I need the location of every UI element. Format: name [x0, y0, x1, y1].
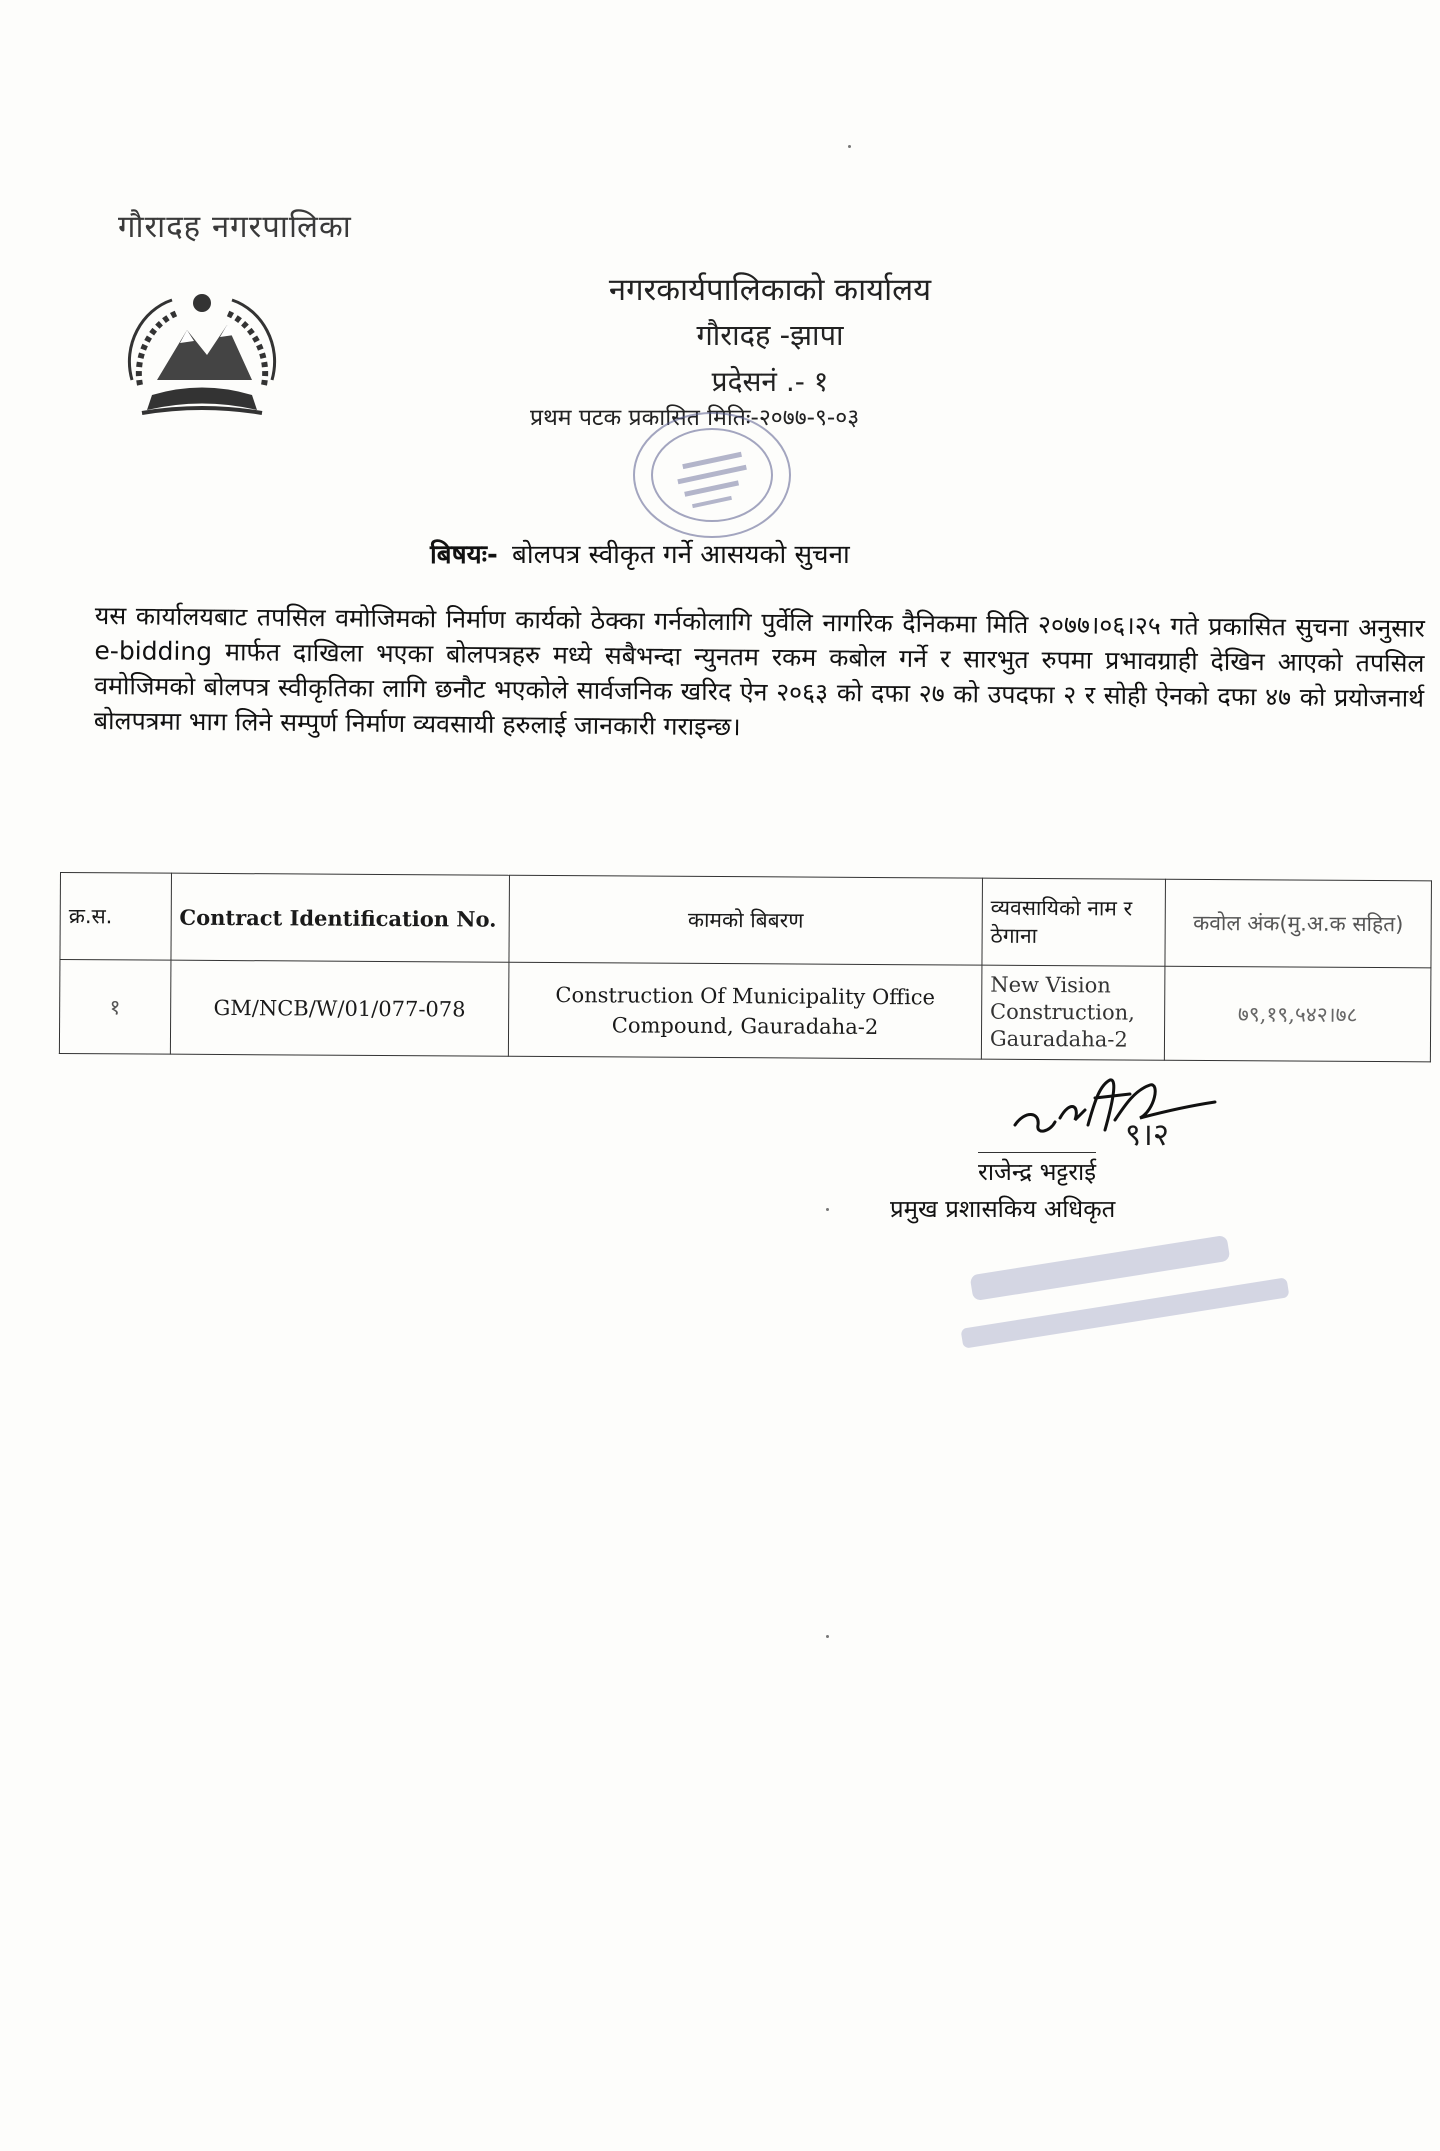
signatory-name: राजेन्द्र भट्टराई [978, 1152, 1096, 1188]
municipality-name: गौरादह नगरपालिका [118, 209, 352, 245]
header-bid-amount: कवोल अंक(मु.अ.क सहित) [1165, 879, 1431, 968]
header-bidder: व्यवसायिको नाम र ठेगाना [982, 878, 1166, 966]
office-title: नगरकार्यपालिकाको कार्यालय [608, 272, 932, 308]
header-serial-no: क्र.स. [60, 873, 171, 961]
signature-date: ९।२ [1125, 1117, 1169, 1153]
cell-work-description: Construction Of Municipality Office Compound, Gauradaha-2 [508, 962, 981, 1059]
header-work-description: कामको बिबरण [509, 875, 982, 965]
cell-bidder: New Vision Construction, Gauradaha-2 [981, 965, 1165, 1060]
cell-contract-id: GM/NCB/W/01/077-078 [170, 960, 509, 1056]
notice-body-paragraph: यस कार्यालयबाट तपसिल वमोजिमको निर्माण कार्यको ठेक्का गर्नकोलागि पुर्वेलि नागरिक दैनिकमा मिति २०७७।०६।२५ गते प्रकासित सुचना अनुसार e-bidding मार्फत दाखिला भएका बोलपत्रहरु मध्ये सबैभन्दा न्युनतम रकम कबोल गर्ने र सारभुत रुपमा प्रभावग्राही देखिन आएको तपसिल वमोजिमको बोलपत्र स्वीकृतिका लागि छनौट भएकोले सार्वजनिक खरिद ऐन २०६३ को दफा २७ को उपदफा २ र सोही ऐनको दफा ४७ को प्रयोजनार्थ बोलपत्रमा भाग लिने सम्पुर्ण निर्माण व्यवसायी हरुलाई जानकारी गराइन्छ। [93, 600, 1425, 742]
nepal-emblem-icon [112, 285, 292, 435]
table-header-row [60, 873, 1432, 968]
scan-speck [826, 1208, 829, 1211]
subject-label: बिषयः- [430, 540, 498, 570]
notice-subject [430, 535, 850, 571]
subject-text: बोलपत्र स्वीकृत गर्ने आसयको सुचना [512, 540, 850, 570]
office-seal-stamp [612, 400, 812, 550]
first-publication-date: प्रथम पटक प्रकासित मितिः-२०७७-९-०३ [530, 405, 860, 431]
signatory-title: प्रमुख प्रशासकिय अधिकृत [890, 1195, 1116, 1223]
contract-award-table [59, 872, 1432, 1062]
scan-speck [826, 1635, 829, 1638]
header-contract-id: Contract Identification No. [171, 873, 510, 962]
office-location: गौरादह -झापा [696, 318, 844, 352]
contract-award-table-container [59, 872, 1432, 1062]
cell-bid-amount: ७९,१९,५४२।७८ [1164, 966, 1431, 1062]
cell-serial-no: १ [59, 960, 170, 1055]
province-number: प्रदेसनं .- १ [711, 365, 829, 398]
table-row [59, 960, 1431, 1062]
name-rubber-stamp [960, 1205, 1320, 1355]
scan-speck [848, 145, 851, 148]
